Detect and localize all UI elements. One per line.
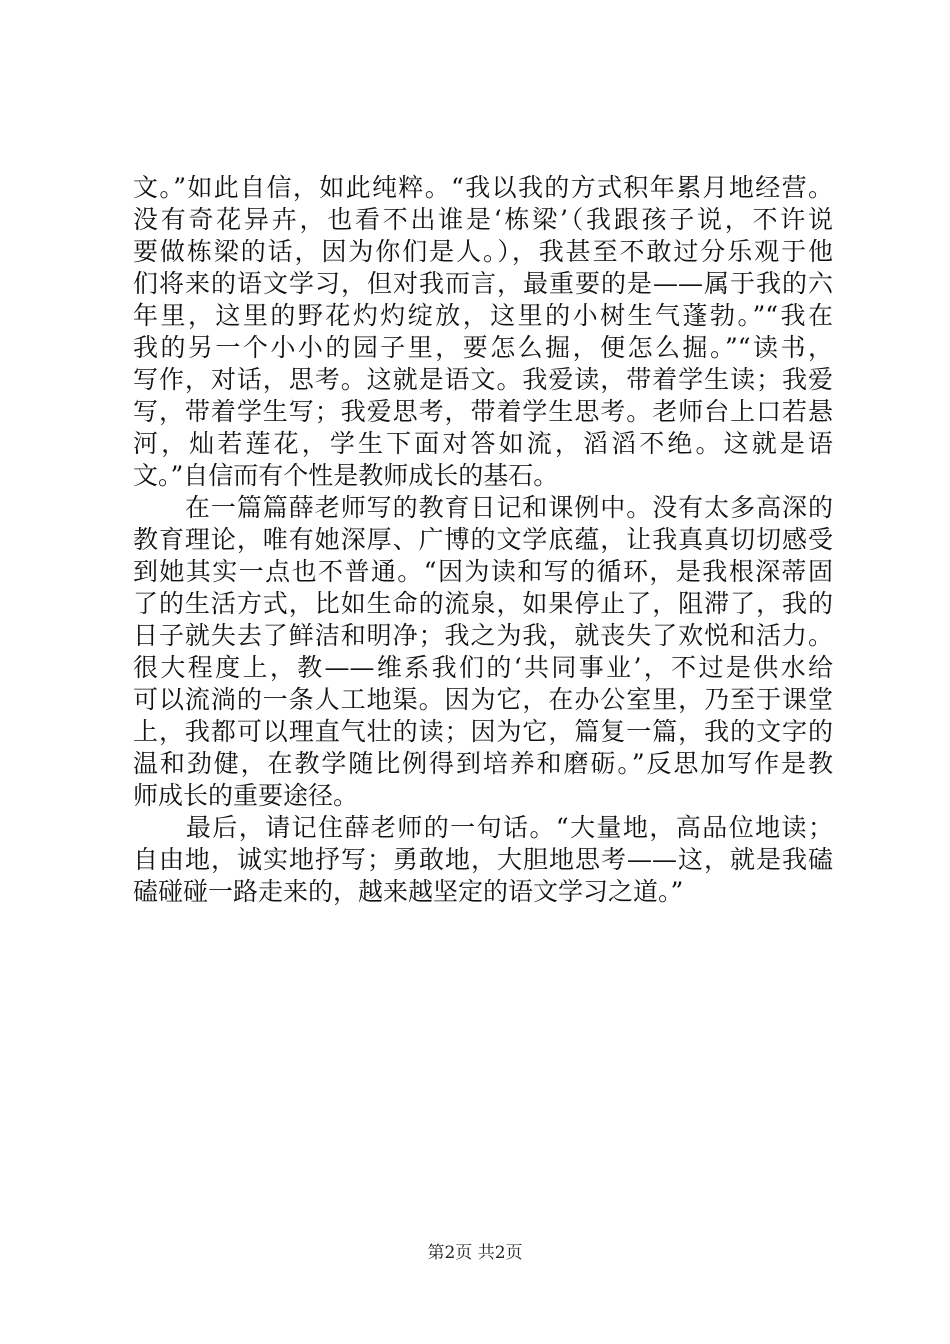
body-text: [133, 172, 833, 908]
page-footer: 第2页 共2页: [427, 1243, 523, 1263]
text-line: 我的另一个小小的园子里，要怎么掘，便怎么掘。”“读书，: [133, 333, 833, 362]
paragraph-end-line: 师成长的重要途径。: [133, 781, 359, 810]
text-line: 在一篇篇薛老师写的教育日记和课例中。没有太多高深的: [133, 493, 833, 522]
text-line: 河，灿若莲花，学生下面对答如流，滔滔不绝。这就是语: [133, 429, 833, 458]
text-line: 上，我都可以理直气壮的读；因为它，篇复一篇，我的文字的: [133, 717, 833, 746]
text-line: 最后，请记住薛老师的一句话。“大量地，高品位地读；: [133, 813, 833, 842]
text-line: 温和劲健，在教学随比例得到培养和磨砺。”反思加写作是教: [133, 749, 833, 778]
paragraph-end-line: 磕碰碰一路走来的，越来越坚定的语文学习之道。”: [133, 877, 684, 906]
text-line: 教育理论，唯有她深厚、广博的文学底蕴，让我真真切切感受: [133, 525, 833, 554]
text-line: 年里，这里的野花灼灼绽放，这里的小树生气蓬勃。”“我在: [133, 301, 833, 330]
text-line: 很大程度上，教——维系我们的‘共同事业’，不过是供水给: [133, 653, 833, 682]
text-line: 要做栋梁的话，因为你们是人。），我甚至不敢过分乐观于他: [133, 237, 833, 266]
text-line: 到她其实一点也不普通。“因为读和写的循环，是我根深蒂固: [133, 557, 833, 586]
text-line: 文。”如此自信，如此纯粹。“我以我的方式积年累月地经营。: [133, 173, 833, 202]
text-line: 没有奇花异卉，也看不出谁是‘栋梁’（我跟孩子说，不许说: [133, 205, 833, 234]
text-line: 了的生活方式，比如生命的流泉，如果停止了，阻滞了，我的: [133, 589, 833, 618]
text-line: 写作，对话，思考。这就是语文。我爱读，带着学生读；我爱: [133, 365, 833, 394]
paragraph-end-line: 文。”自信而有个性是教师成长的基石。: [133, 461, 559, 490]
text-line: 日子就失去了鲜洁和明净；我之为我，就丧失了欢悦和活力。: [133, 621, 833, 650]
text-line: 可以流淌的一条人工地渠。因为它，在办公室里，乃至于课堂: [133, 685, 833, 714]
text-line: 们将来的语文学习，但对我而言，最重要的是——属于我的六: [133, 269, 833, 298]
text-line: 写，带着学生写；我爱思考，带着学生思考。老师台上口若悬: [133, 397, 833, 426]
text-line: 自由地，诚实地抒写；勇敢地，大胆地思考——这，就是我磕: [133, 845, 833, 874]
